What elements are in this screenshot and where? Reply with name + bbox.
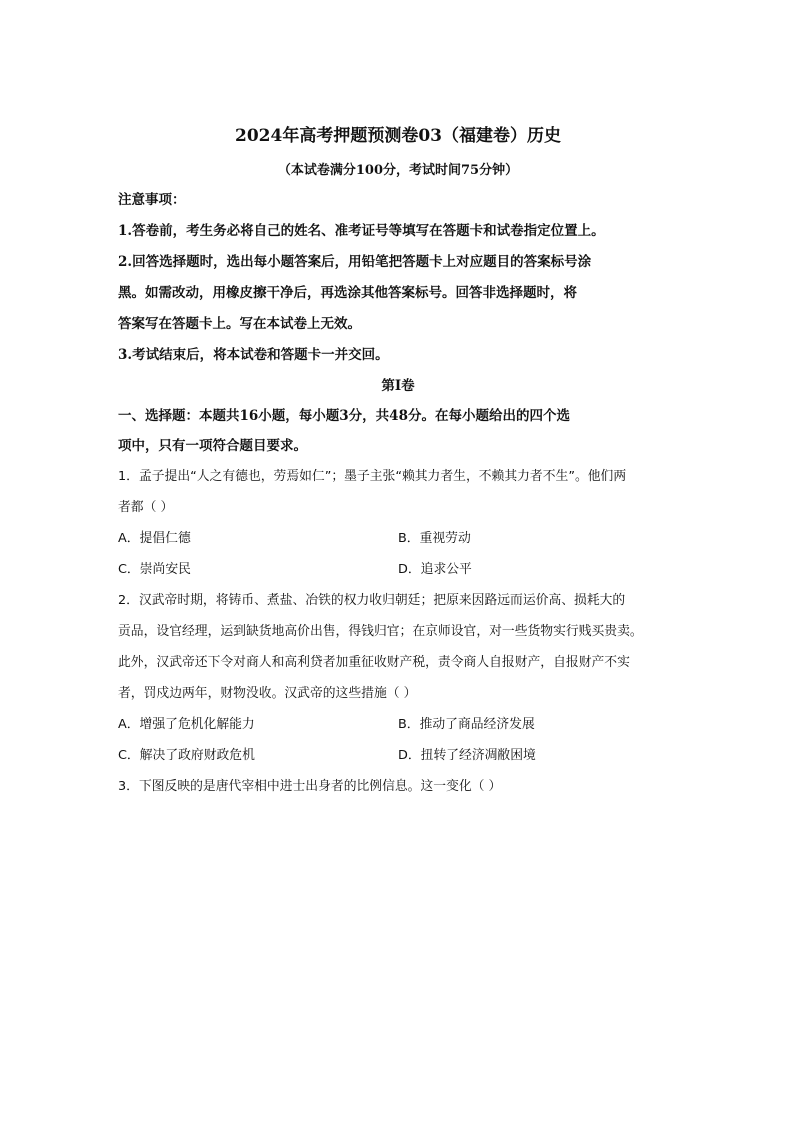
option-a: A．增强了危机化解能力	[118, 717, 255, 732]
option-d: D．扭转了经济凋敝困境	[398, 748, 536, 763]
section-heading-line: 项中，只有一项符合题目要求。	[118, 438, 307, 454]
notes-heading: 注意事项：	[118, 192, 186, 208]
question-stem-line: 者都（ ）	[118, 500, 174, 515]
question-1	[118, 461, 678, 585]
option-a: A．提倡仁德	[118, 531, 191, 546]
options-row	[118, 709, 678, 740]
option-b: B．推动了商品经济发展	[398, 717, 535, 732]
question-stem-line: 1．孟子提出“人之有德也，劳焉如仁”；墨子主张“赖其力者生，不赖其力者不生”。他们两	[118, 469, 627, 484]
exam-page	[118, 123, 678, 802]
note-line: 黑。如需改动，用橡皮擦干净后，再选涂其他答案标号。回答非选择题时，将	[118, 285, 577, 301]
question-stem-line: 贡品，设官经理，运到缺货地高价出售，得钱归官；在京师设官，对一些货物实行贱买贵卖。	[118, 624, 643, 639]
options-row	[118, 554, 678, 585]
question-stem-line: 3．下图反映的是唐代宰相中进士出身者的比例信息。这一变化（ ）	[118, 779, 502, 794]
option-d: D．追求公平	[398, 562, 472, 577]
volume-heading: 第I卷	[381, 378, 415, 394]
options-row	[118, 523, 678, 554]
option-c: C．解决了政府财政危机	[118, 748, 255, 763]
exam-subtitle: （本试卷满分100分，考试时间75分钟）	[277, 163, 519, 178]
page-title: 2024年高考押题预测卷03（福建卷）历史	[235, 126, 561, 146]
note-line: 1.答卷前，考生务必将自己的姓名、准考证号等填写在答题卡和试卷指定位置上。	[118, 223, 605, 239]
option-c: C．崇尚安民	[118, 562, 191, 577]
note-line: 答案写在答题卡上。写在本试卷上无效。	[118, 316, 361, 332]
question-3	[118, 771, 678, 802]
question-stem-line: 此外，汉武帝还下令对商人和高利贷者加重征收财产税，责令商人自报财产，自报财产不实	[118, 655, 630, 670]
note-line: 3.考试结束后，将本试卷和答题卡一并交回。	[118, 347, 389, 363]
options-row	[118, 740, 678, 771]
option-b: B．重视劳动	[398, 531, 471, 546]
question-stem-line: 2．汉武帝时期，将铸币、煮盐、冶铁的权力收归朝廷；把原来因路远而运价高、损耗大的	[118, 593, 626, 608]
question-2	[118, 585, 678, 771]
section-heading-line: 一、选择题：本题共16小题，每小题3分，共48分。在每小题给出的四个选	[118, 408, 570, 424]
question-stem-line: 者，罚戍边两年，财物没收。汉武帝的这些措施（ ）	[118, 686, 417, 701]
note-line: 2.回答选择题时，选出每小题答案后，用铅笔把答题卡上对应题目的答案标号涂	[118, 254, 592, 270]
